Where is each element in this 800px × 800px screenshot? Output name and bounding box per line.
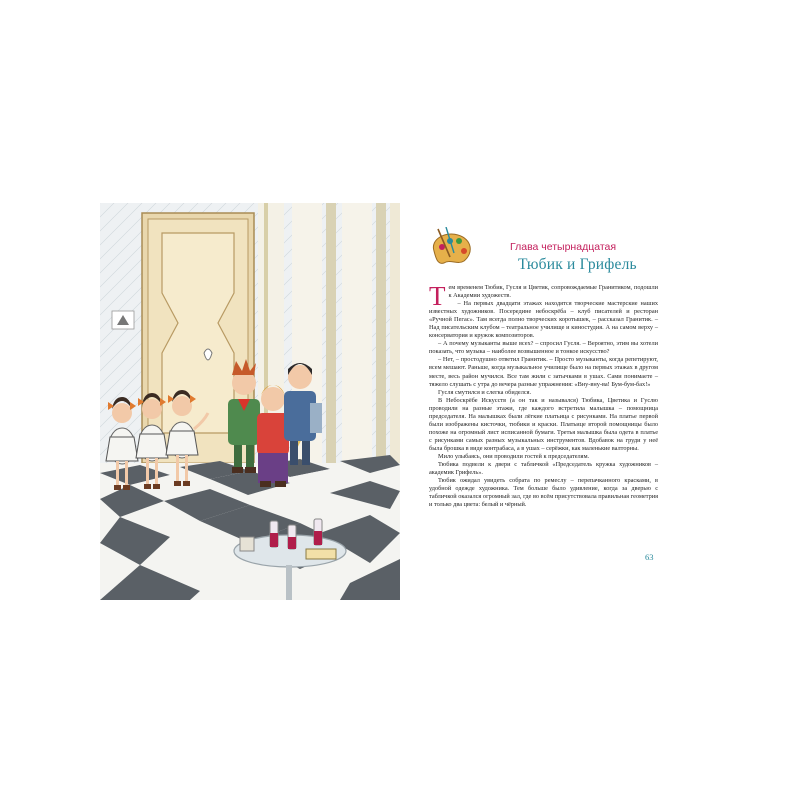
paragraph: – А почему музыканты выше всех? – спросил Гусля. – Вероятно, этим вы хотели показать, что музыка – наиболее возвышенное и тонкое искусство? bbox=[429, 340, 658, 356]
paragraph: – Нет, – простодушно ответил Гранитик. – Просто музыканты, когда репетируют, всем мешают. Раньше, когда музыкальное училище было на первых этажах в другом месте, весь район мучился. Все там жили с затычками в ушах. Сами понимаете – тяжело слушать с утра до вечера разные упражнения: «Вну-вну-ва! Бум-бум-бах!» bbox=[429, 356, 658, 388]
drop-cap: Т bbox=[429, 281, 446, 311]
paragraph: Мило улыбаясь, они проводили гостей к председателям. bbox=[438, 452, 590, 460]
text-page bbox=[424, 222, 656, 600]
paragraph: Тюбика подвели к двери с табличкой «Председатель кружка художников – академик Грифель». bbox=[429, 461, 658, 477]
paragraph: Тюбик ожидал увидеть собрата по ремеслу – перепачканного красками, в удобной одежде художника. Тем больше было удивление, когда за дверью с табличкой оказался огромный зал, где во всём присутствовала правильная геометрия и только два цвета: белый и чёрный. bbox=[429, 477, 658, 509]
paragraph: В Небоскрёбе Искусств (а он так и назывался) Тюбика, Цветика и Гуслю проводили на разные этажи, где каждого встретила малышка – помощница председателя. На малышках были лёгкие платьица с рисунками. На платье первой были изображены кисточки, тюбики и краски. Платьице второй помощницы было похоже на огромный лист исписанной бумаги. Третья малышка была одета в платье с рисунками самых разных музыкальных инструментов. Вдобавок на груди у неё была брошка в виде контрабаса, а в ушах – серёжки, как маленькие валторны. bbox=[429, 396, 658, 452]
paragraph: Тем временем Тюбик, Гусля и Цветик, сопровождаемые Гранитиком, подошли к Академии художеств. bbox=[429, 281, 658, 311]
chapter-body bbox=[429, 281, 658, 509]
checker-floor bbox=[100, 455, 400, 600]
page-number: 63 bbox=[645, 552, 654, 562]
chapter-title: Тюбик и Грифель bbox=[518, 256, 637, 273]
chapter-label: Глава четырнадцатая bbox=[510, 241, 617, 253]
illustration-drawing bbox=[100, 203, 400, 600]
illustration-scene bbox=[100, 203, 400, 600]
paragraph: – На первых двадцати этажах находятся творческие мастерские наших известных художников. Посередине небоскрёба – клуб писателей и ресторан «Ручной Пегас». Там всегда полно творческих коротышек, – рассказал Гранитик. – Над писательским клубом – театральное училище и киностудия. А на самом верху – консерватория и кружок композиторов. bbox=[429, 300, 658, 340]
paragraph: Гусля смутился и слегка обиделся. bbox=[438, 388, 532, 396]
palette-icon bbox=[428, 227, 476, 269]
